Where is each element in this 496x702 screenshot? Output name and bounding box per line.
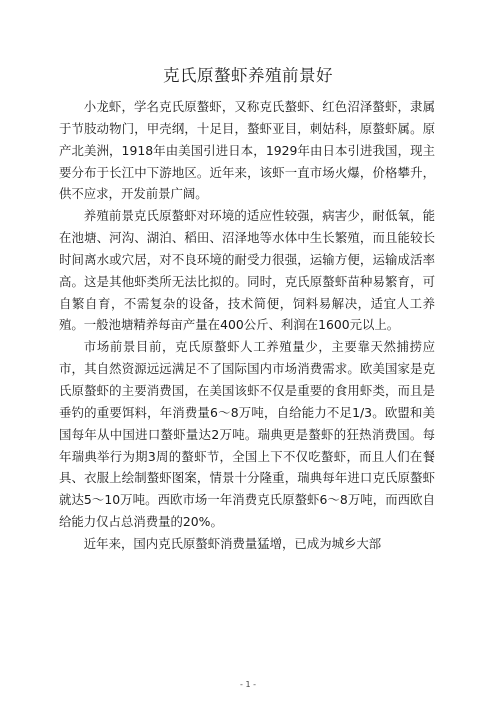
paragraph-market-prospects: 市场前景目前，克氏原螯虾人工养殖量少，主要靠天然捕捞应市，其自然资源远远满足不了国际国内市场消费需求。欧美国家是克氏原螯虾的主要消费国，在美国该虾不仅是重要的食用虾类，而且是垂钓的重要饵料，年消费量6～8万吨，自给能力不足1/3。欧盟和美国每年从中国进口螯虾量达2万吨。瑞典更是螯虾的狂热消费国。每年瑞典举行为期3周的螯虾节，全国上下不仅吃螯虾，而且人们在餐具、衣服上绘制螯虾图案，情景十分隆重，瑞典每年进口克氏原螯虾就达5～10万吨。西欧市场一年消费克氏原螯虾6～8万吨，而西欧自给能力仅占总消费量的20%。 — [59, 339, 435, 530]
page-number: - 1 - — [240, 680, 256, 689]
document-title: 克氏原螯虾养殖前景好 — [163, 66, 333, 85]
paragraph-domestic-consumption: 近年来，国内克氏原螯虾消费量猛增，已成为城乡大部 — [83, 535, 382, 551]
document-body — [59, 96, 435, 555]
paragraph-introduction: 小龙虾，学名克氏原螯虾，又称克氏螯虾、红色沼泽螯虾，隶属于节肢动物门，甲壳纲，十足目，螯虾亚目，刺姑科，原螯虾属。原产北美洲，1918年由美国引进日本，1929年由日本引进我国，现主要分布于长江中下游地区。近年来，该虾一直市场火爆，价格攀升，供不应求，开发前景广阔。 — [59, 99, 435, 202]
paragraph-breeding-prospects: 养殖前景克氏原螯虾对环境的适应性较强，病害少，耐低氧，能在池塘、河沟、湖泊、稻田、沼泽地等水体中生长繁殖，而且能较长时间离水或穴居，对不良环境的耐受力很强，运输方便，运输成活率高。这是其他虾类所无法比拟的。同时，克氏原螯虾苗种易繁育，可自繁自育，不需复杂的设备，技术简便，饲料易解决，适宜人工养殖。一般池塘精养每亩产量在400公斤、利润在1600元以上。 — [59, 208, 435, 333]
